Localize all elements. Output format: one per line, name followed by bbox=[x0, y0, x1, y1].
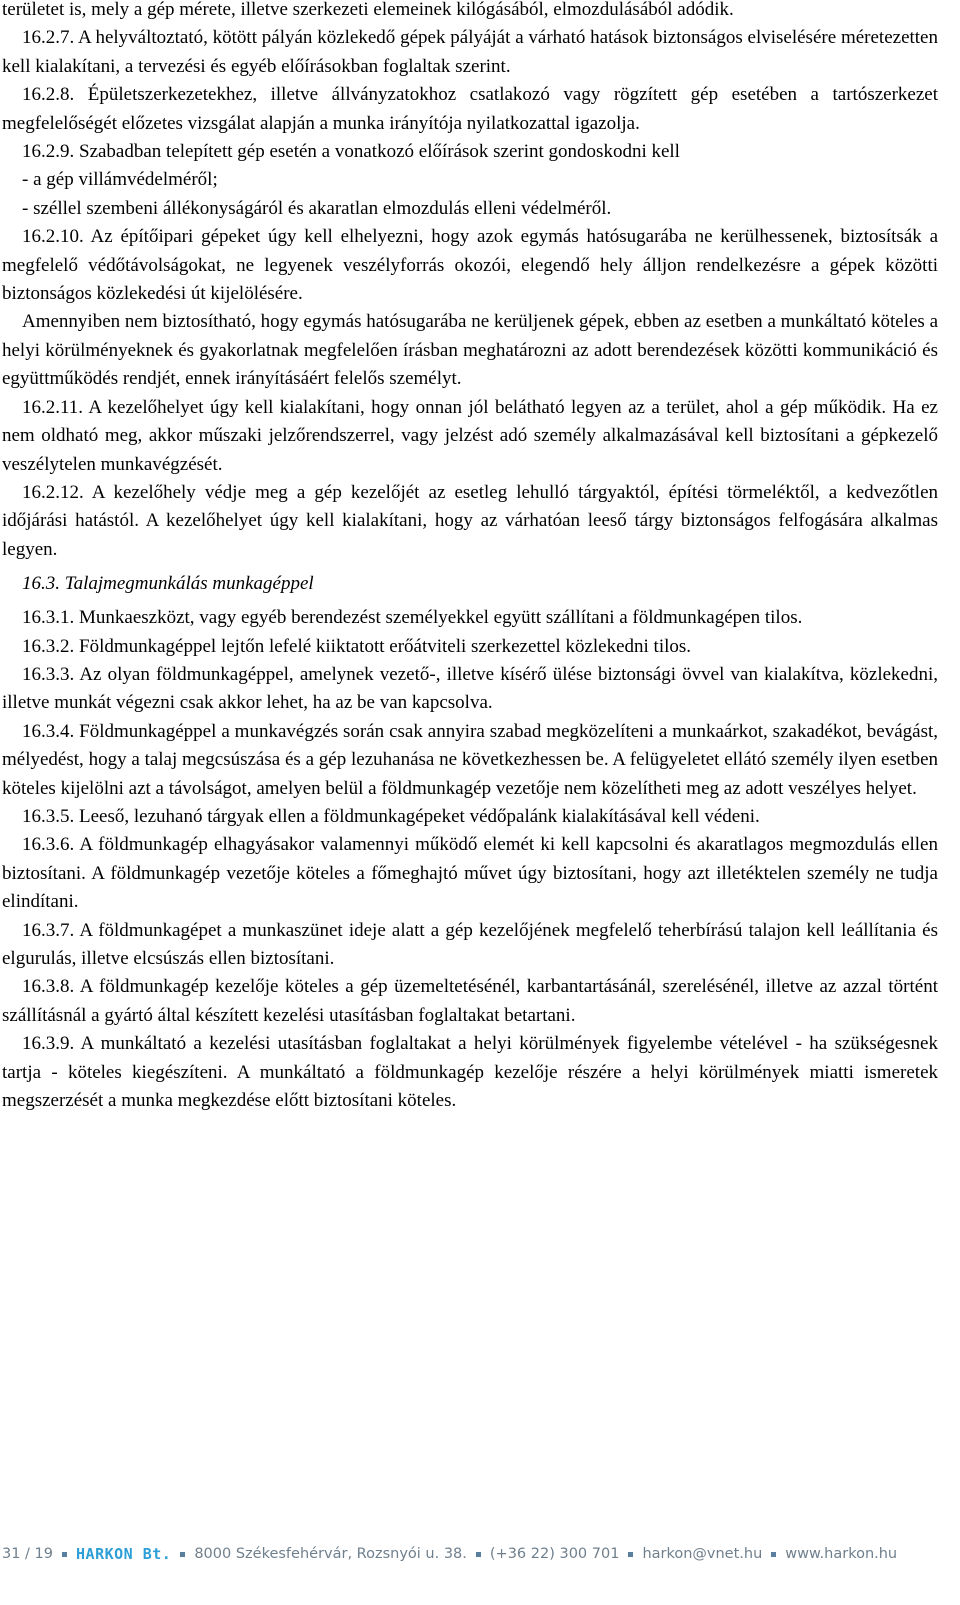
paragraph: területet is, mely a gép mérete, illetve szerkezeti elemeinek kilógásából, elmozdulásából adódik. bbox=[2, 0, 734, 20]
separator bbox=[180, 1552, 185, 1557]
paragraph: 16.3.7. A földmunkagépet a munkaszünet ideje alatt a gép kezelőjének megfelelő teherbírású talajon kell leállítania és elgurulás, illetve elcsúszás ellen biztosítani. bbox=[2, 919, 938, 969]
page-number: 31 / 19 bbox=[2, 1546, 54, 1562]
section-heading: 16.3. Talajmegmunkálás munkagéppel bbox=[22, 573, 314, 595]
paragraph: 16.3.4. Földmunkagéppel a munkavégzés során csak annyira szabad megközelíteni a munkaárkot, szakadékot, bevágást, mélyedést, hogy a talaj megcsúszása és a gép lezuhanása ne következhessen be. A felügyeletet ellátó személy ilyen esetben köteles kijelölni azt a távolságot, amelyen belül a földmunkagép vezetője nem közelítheti meg az adott veszélyes helyet. bbox=[2, 720, 938, 799]
list-item: - a gép villámvédelméről; bbox=[22, 169, 218, 191]
list-item: - széllel szembeni állékonyságáról és akaratlan elmozdulás elleni védelméről. bbox=[22, 197, 612, 219]
paragraph: 16.2.7. A helyváltoztató, kötött pályán közlekedő gépek pályáját a várható hatások biztonságos elviselésére méretezetten kell kialakítani, a tervezési és egyéb előírásokban foglaltak szerint. bbox=[2, 27, 938, 77]
paragraph: 16.2.12. A kezelőhely védje meg a gép kezelőjét az esetleg lehulló tárgyaktól, építési törmeléktől, a kedvezőtlen időjárási hatástól. A kezelőhelyet úgy kell kialakítani, hogy az várhatóan leeső tárgy biztonságos felfogására alkalmas legyen. bbox=[2, 481, 938, 560]
footer-phone: (+36 22) 300 701 bbox=[489, 1546, 620, 1562]
paragraph: 16.3.3. Az olyan földmunkagéppel, amelynek vezető-, illetve kísérő ülése biztonsági övvel van kialakítva, közlekedni, illetve munkát végezni csak akkor lehet, ha az be van kapcsolva. bbox=[2, 663, 938, 714]
paragraph: 16.3.5. Leeső, lezuhanó tárgyak ellen a földmunkagépeket védőpalánk kialakításával kell védeni. bbox=[22, 805, 760, 827]
footer-website[interactable]: www.harkon.hu bbox=[785, 1546, 898, 1562]
brand-logo: HARKON Bt. bbox=[76, 1545, 172, 1563]
paragraph: 16.3.2. Földmunkagéppel lejtőn lefelé kiiktatott erőátviteli szerkezettel közlekedni tilos. bbox=[22, 635, 692, 657]
paragraph: Amennyiben nem biztosítható, hogy egymás hatósugarába ne kerüljenek gépek, ebben az esetben a munkáltató köteles a helyi körülményeknek és gyakorlatnak megfelelően írásban meghatározni az adott berendezések közötti kommunikáció és együttműködés rendjét, ennek irányításáért felelős személyt. bbox=[2, 311, 938, 390]
separator bbox=[771, 1552, 776, 1557]
paragraph: 16.2.11. A kezelőhelyet úgy kell kialakítani, hogy onnan jól belátható legyen az a terület, ahol a gép működik. Ha ez nem oldható meg, akkor műszaki jelzőrendszerrel, vagy jelzést adó személy alkalmazásával kell biztosítani a gépkezelő veszélytelen munkavégzését. bbox=[2, 396, 938, 475]
separator bbox=[62, 1552, 67, 1557]
paragraph: 16.3.6. A földmunkagép elhagyásakor valamennyi működő elemét ki kell kapcsolni és akaratlagos megmozdulás ellen biztosítani. A földmunkagép vezetője köteles a főmeghajtó művet úgy biztosítani, hogy azt illetéktelen személy ne tudja elindítani. bbox=[2, 834, 938, 913]
paragraph: 16.3.8. A földmunkagép kezelője köteles a gép üzemeltetésénél, karbantartásánál, szerelésénél, illetve az azzal történt szállításnál a gyártó által készített kezelési utasításban foglaltakat betartani. bbox=[2, 976, 938, 1026]
paragraph: 16.2.10. Az építőipari gépeket úgy kell elhelyezni, hogy azok egymás hatósugarába ne kerülhessenek, biztosítsák a megfelelő védőtávolságokat, ne legyenek veszélyforrás okozói, elegendő hely álljon rendelkezésre a gépek közötti biztonságos közlekedési út kijelölésére. bbox=[2, 226, 938, 305]
paragraph: 16.3.9. A munkáltató a kezelési utasításban foglaltakat a helyi körülmények figyelembe vételével - ha szükségesnek tartja - köteles kiegészíteni. A munkáltató a földmunkagép kezelője részére a helyi körülmények miatti ismeretek megszerzését a munka megkezdése előtt biztosítani köteles. bbox=[2, 1033, 938, 1112]
paragraph: 16.3.1. Munkaeszközt, vagy egyéb berendezést személyekkel együtt szállítani a földmunkagépen tilos. bbox=[22, 607, 803, 629]
footer-address: 8000 Székesfehérvár, Rozsnyói u. 38. bbox=[194, 1546, 467, 1562]
separator bbox=[628, 1552, 633, 1557]
paragraph: 16.2.9. Szabadban telepített gép esetén a vonatkozó előírások szerint gondoskodni kell bbox=[22, 141, 680, 163]
footer-email[interactable]: harkon@vnet.hu bbox=[642, 1546, 763, 1562]
paragraph: 16.2.8. Épületszerkezetekhez, illetve állványzatokhoz csatlakozó vagy rögzített gép esetében a tartószerkezet megfelelőségét előzetes vizsgálat alapján a munka irányítója nyilatkozattal igazolja. bbox=[2, 84, 938, 134]
page-footer bbox=[0, 1545, 960, 1563]
separator bbox=[476, 1552, 481, 1557]
